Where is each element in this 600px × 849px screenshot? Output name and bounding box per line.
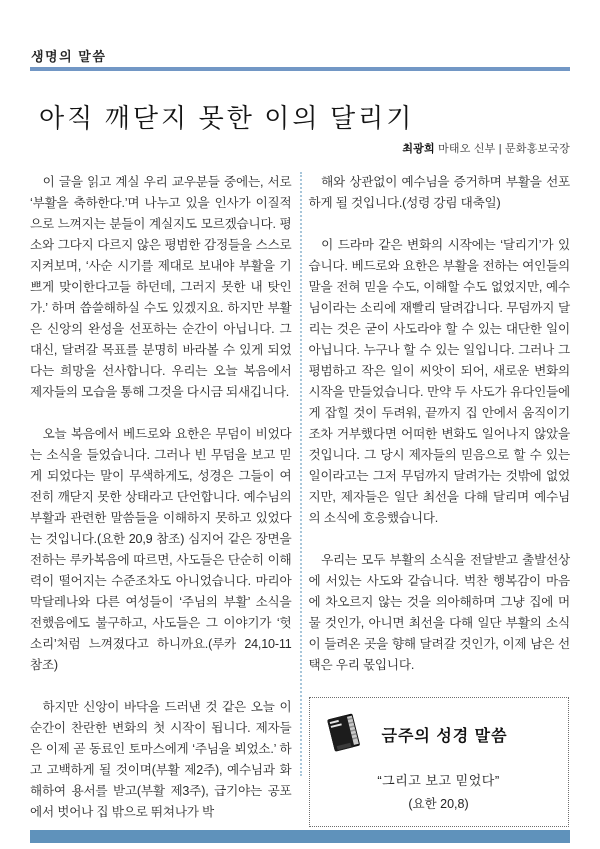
top-rule: [30, 67, 570, 71]
article-columns: [30, 172, 570, 819]
paragraph: 우리는 모두 부활의 소식을 전달받고 출발선상에 서있는 사도와 같습니다. 벅찬 행복감이 마음에 차오르지 않는 것을 의아해하며 그냥 집에 머물 것인가, 아니면 최선을 다해 일단 부활의 소식이 들려온 곳을 향해 달려갈 것인가, 이제 남은 선택은 우리 몫입니다.: [308, 553, 570, 672]
column-right: [308, 172, 571, 811]
paragraph: 이 글을 읽고 계실 우리 교우분들 중에는, 서로 ‘부활을 축하한다.’며 나누고 있을 인사가 이질적으로 느껴지는 분들이 계실지도 모르겠습니다. 평소와 그다지 다르지 않은 평범한 감정들을 스스로 지켜보며, ‘사순 시기를 제대로 보내야 부활을 기쁘게 맞이한다고들 하던데, 그러지 못한 내 탓인가.’ 하며 씁쓸해하실 수도 있겠지요. 하지만 부활은 신앙의 완성을 선포하는 순간이 아닙니다. 그 대신, 달려갈 목표를 분명히 바라볼 수 있게 되었다는 희망을 선사합니다. 우리는 오늘 복음에서 제자들의 모습을 통해 그것을 다시금 되새깁니다.: [30, 175, 292, 399]
paragraph: 해와 상관없이 예수님을 증거하며 부활을 선포하게 될 것입니다.(성령 강림 대축일): [308, 175, 570, 210]
byline: [402, 140, 570, 156]
scripture-box: [309, 697, 569, 827]
article-title: 아직 깨닫지 못한 이의 달리기: [39, 104, 415, 133]
column-left: [30, 172, 292, 819]
scripture-quote: “그리고 보고 믿었다”: [377, 773, 500, 788]
paragraph: 오늘 복음에서 베드로와 요한은 무덤이 비었다는 소식을 들었습니다. 그러나 빈 무덤을 보고 믿게 되었다는 말이 무색하게도, 성경은 그들이 여전히 깨닫지 못한 상태라고 단언합니다. 예수님의 부활과 관련한 말씀들을 이해하지 못하고 있었다는 것입니다.(요한 20,9 참조) 심지어 같은 장면을 전하는 루카복음에 따르면, 사도들은 단순히 이해력이 떨어지는 수준조차도 아니었습니다. 마리아 막달레나와 다른 여성들이 ‘주님의 부활’ 소식을 전했음에도 불구하고, 사도들은 그 이야기가 ‘헛소리’처럼 느껴졌다고 하니까요.(루카 24,10-11 참조): [30, 427, 292, 672]
paragraph: 하지만 신앙이 바닥을 드러낸 것 같은 오늘 이 순간이 찬란한 변화의 첫 시작이 됩니다. 제자들은 이제 곧 동료인 토마스에게 ‘주님을 뵈었소.’ 하고 고백하게 될 것이며(부활 제2주), 예수님과 화해하여 용서를 받고(부활 제3주), 급기야는 공포에서 벗어나 집 밖으로 뛰쳐나가 박: [30, 700, 292, 819]
footer-rule: [30, 830, 570, 843]
scripture-box-header: [322, 711, 556, 757]
column-divider: [300, 172, 302, 776]
scripture-box-title: 금주의 성경 말씀: [381, 727, 508, 745]
section-kicker: 생명의 말씀: [31, 49, 107, 64]
byline-role: 마태오 신부 | 문화홍보국장: [434, 143, 570, 155]
byline-author: 최광희: [402, 143, 435, 155]
bible-book-icon: [322, 711, 366, 757]
paragraph: 이 드라마 같은 변화의 시작에는 ‘달리기’가 있습니다. 베드로와 요한은 부활을 전하는 여인들의 말을 전혀 믿을 수도, 이해할 수도 없었지만, 예수님이라는 소리에 재빨리 달려갑니다. 무덤까지 달리는 것은 굳이 사도라야 할 수 있는 대단한 일이 아닙니다. 누구나 할 수 있는 일입니다. 그러나 그 평범하고 작은 일이 씨앗이 되어, 새로운 변화의 시작을 만들었습니다. 만약 두 사도가 유다인들에게 잡힐 것이 두려워, 끝까지 집 안에서 움직이기조차 거부했다면 어떠한 변화도 일어나지 않았을 것입니다. 그 당시 제자들의 믿음으로 할 수 있는 일이라고는 그저 무덤까지 달려가는 것밖에 없었지만, 제자들은 일단 최선을 다해 달리며 예수님의 소식에 호응했습니다.: [308, 238, 570, 525]
scripture-reference: (요한 20,8): [408, 797, 469, 811]
